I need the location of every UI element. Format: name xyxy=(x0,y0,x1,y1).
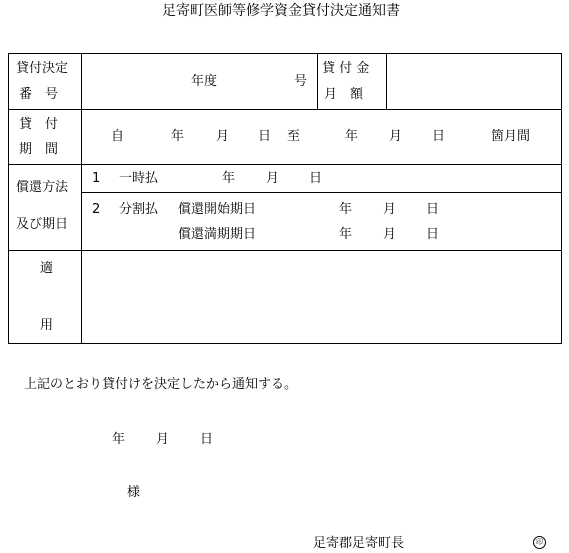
end-month: 月 xyxy=(383,227,397,242)
loan-period-label-line1: 貸 付 xyxy=(19,117,59,132)
loan-amount-label-line1: 貸 付 金 xyxy=(322,61,370,76)
period-to-day: 日 xyxy=(432,129,446,144)
row-divider-3 xyxy=(8,250,561,251)
option1-day: 日 xyxy=(309,171,323,186)
end-year: 年 xyxy=(339,227,353,242)
row-divider-1 xyxy=(8,109,561,110)
period-from-year: 年 xyxy=(171,129,185,144)
period-to-label: 至 xyxy=(287,129,301,144)
number-label: 号 xyxy=(294,74,308,89)
option1-month: 月 xyxy=(266,171,280,186)
date-day: 日 xyxy=(200,432,214,447)
period-from-day: 日 xyxy=(258,129,272,144)
table-border-left xyxy=(8,53,9,344)
repayment-label-line2: 及び期日 xyxy=(16,217,69,232)
start-day: 日 xyxy=(426,202,440,217)
period-to-month: 月 xyxy=(389,129,403,144)
start-year: 年 xyxy=(339,202,353,217)
label-column-divider xyxy=(81,53,82,344)
amount-label-divider-right xyxy=(386,53,387,110)
fiscal-year-label: 年度 xyxy=(191,74,218,89)
loan-period-label-line2: 期 間 xyxy=(19,142,59,157)
start-month: 月 xyxy=(383,202,397,217)
row-divider-repayment xyxy=(82,192,561,193)
table-border-top xyxy=(8,53,561,54)
notice-text: 上記のとおり貸付けを決定したから通知する。 xyxy=(24,377,298,392)
repayment-label-line1: 償還方法 xyxy=(16,180,69,195)
loan-number-label-line1: 貸付決定 xyxy=(16,61,69,76)
option2-number: 2 xyxy=(92,202,101,217)
date-month: 月 xyxy=(156,432,170,447)
remarks-label-line1: 適 xyxy=(40,261,54,276)
document-title: 足寄町医師等修学資金貸付決定通知書 xyxy=(162,3,400,19)
table-border-bottom xyxy=(8,343,561,344)
row-divider-2 xyxy=(8,164,561,165)
remarks-label-line2: 用 xyxy=(40,318,54,333)
period-from-label: 自 xyxy=(111,129,125,144)
option1-number: 1 xyxy=(92,171,101,186)
repayment-end-label: 償還満期期日 xyxy=(178,227,257,242)
option1-year: 年 xyxy=(222,171,236,186)
issuer-name: 足寄郡足寄町長 xyxy=(313,536,405,551)
option1-name: 一時払 xyxy=(119,171,159,186)
option2-name: 分割払 xyxy=(119,202,159,217)
date-year: 年 xyxy=(112,432,126,447)
end-day: 日 xyxy=(426,227,440,242)
seal-mark: 印 xyxy=(533,536,546,549)
loan-amount-label-line2: 月 額 xyxy=(324,87,364,102)
loan-number-label-line2: 番 号 xyxy=(19,87,59,102)
period-from-month: 月 xyxy=(216,129,230,144)
period-to-year: 年 xyxy=(345,129,359,144)
repayment-start-label: 償還開始期日 xyxy=(178,202,257,217)
amount-label-divider-left xyxy=(317,53,318,110)
period-months-unit: 箇月間 xyxy=(491,129,531,144)
recipient-suffix: 様 xyxy=(127,485,141,500)
table-border-right xyxy=(561,53,562,344)
